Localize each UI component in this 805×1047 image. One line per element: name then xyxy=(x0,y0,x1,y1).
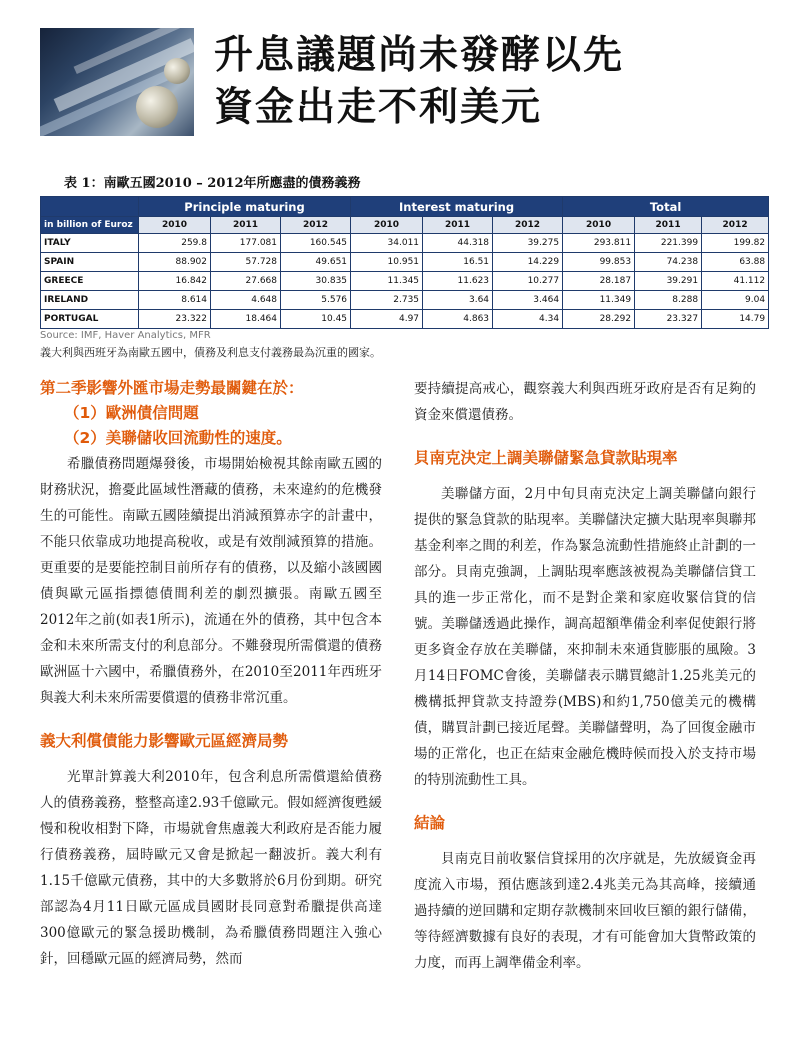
paragraph-fed-policy: 美聯儲方面，2月中旬貝南克決定上調美聯儲向銀行提供的緊急貸款的貼現率。美聯儲決定擴大貼現率與聯邦基金利率之間的利差，作為緊急流動性措施終止計劃的一部分。貝南克強調，上調貼現率應該被視為美聯儲信貸工具的進一步正常化，而不是對企業和家庭收緊信貸的信號。美聯儲透過此操作，調高超額準備金利率促使銀行將更多資金存放在美聯儲，來抑制未來通貨膨脹的風險。3月14日FOMC會後，美聯儲表示購買總計1.25兆美元的機構抵押貸款支持證券(MBS)和約1,750億美元的機構債，購買計劃已接近尾聲。美聯儲聲明，為了回復金融市場的正常化，也正在結束金融危機時候而投入於支持市場的特別流動性工具。 xyxy=(414,486,756,788)
page-headline xyxy=(214,30,774,134)
table-row xyxy=(41,253,769,272)
value-cell: 10.951 xyxy=(351,253,423,272)
table-corner-cell xyxy=(41,197,139,217)
table-source: Source: IMF, Haver Analytics, MFR xyxy=(40,330,211,341)
value-cell: 14.79 xyxy=(702,310,769,329)
section-heading-italy: 義大利償債能力影響歐元區經濟局勢 xyxy=(40,732,289,750)
value-cell: 10.277 xyxy=(493,272,563,291)
year-header: 2012 xyxy=(493,217,563,234)
value-cell: 4.863 xyxy=(423,310,493,329)
year-header: 2011 xyxy=(635,217,702,234)
country-cell: IRELAND xyxy=(41,291,139,310)
table-unit-label: in billion of Euroz xyxy=(41,217,139,234)
year-header: 2012 xyxy=(281,217,351,234)
value-cell: 16.842 xyxy=(139,272,211,291)
country-cell: SPAIN xyxy=(41,253,139,272)
value-cell: 293.811 xyxy=(563,234,635,253)
value-cell: 2.735 xyxy=(351,291,423,310)
value-cell: 11.349 xyxy=(563,291,635,310)
country-cell: PORTUGAL xyxy=(41,310,139,329)
table-note: 義大利與西班牙為南歐五國中，債務及利息支付義務最為沉重的國家。 xyxy=(40,346,381,359)
value-cell: 14.229 xyxy=(493,253,563,272)
year-header: 2010 xyxy=(139,217,211,234)
value-cell: 88.902 xyxy=(139,253,211,272)
debt-obligations-table xyxy=(40,196,769,329)
hero-illustration xyxy=(40,28,194,136)
country-cell: GREECE xyxy=(41,272,139,291)
group-principle-maturing: Principle maturing xyxy=(139,197,351,217)
paragraph-italy-debt: 光單計算義大利2010年，包含利息所需償還給債務人的債務義務，整整高達2.93千億歐元。假如經濟復甦緩慢和稅收相對下降，市場就會焦慮義大利政府是否能力履行債務義務，屆時歐元又會是掀起一翻波折。義大利有1.15千億歐元債務，其中的大多數將於6月份到期。研究部認為4月11日歐元區成員國財長同意對希臘提供高達300億歐元的緊急援助機制，為希臘債務問題注入強心針，回穩歐元區的經濟局勢，然而 xyxy=(40,769,382,967)
value-cell: 9.04 xyxy=(702,291,769,310)
year-header: 2010 xyxy=(351,217,423,234)
value-cell: 34.011 xyxy=(351,234,423,253)
value-cell: 41.112 xyxy=(702,272,769,291)
value-cell: 27.668 xyxy=(211,272,281,291)
right-column xyxy=(414,376,756,976)
value-cell: 11.345 xyxy=(351,272,423,291)
table-row xyxy=(41,310,769,329)
value-cell: 30.835 xyxy=(281,272,351,291)
debt-table-container xyxy=(40,196,768,329)
value-cell: 199.82 xyxy=(702,234,769,253)
year-header: 2011 xyxy=(423,217,493,234)
country-cell: ITALY xyxy=(41,234,139,253)
value-cell: 99.853 xyxy=(563,253,635,272)
value-cell: 23.322 xyxy=(139,310,211,329)
value-cell: 3.64 xyxy=(423,291,493,310)
value-cell: 11.623 xyxy=(423,272,493,291)
value-cell: 8.288 xyxy=(635,291,702,310)
value-cell: 3.464 xyxy=(493,291,563,310)
value-cell: 18.464 xyxy=(211,310,281,329)
group-interest-maturing: Interest maturing xyxy=(351,197,563,217)
year-header: 2012 xyxy=(702,217,769,234)
value-cell: 74.238 xyxy=(635,253,702,272)
value-cell: 259.8 xyxy=(139,234,211,253)
value-cell: 39.291 xyxy=(635,272,702,291)
value-cell: 23.327 xyxy=(635,310,702,329)
table-group-header-row xyxy=(41,197,769,217)
value-cell: 177.081 xyxy=(211,234,281,253)
headline-line-1: 升息議題尚未發酵以先 xyxy=(214,33,625,78)
value-cell: 5.576 xyxy=(281,291,351,310)
value-cell: 221.399 xyxy=(635,234,702,253)
table-row xyxy=(41,272,769,291)
section-heading-key-factors: 第二季影響外匯市場走勢最關鍵在於： xyxy=(40,379,304,397)
year-header: 2010 xyxy=(563,217,635,234)
paragraph-conclusion: 貝南克目前收緊信貸採用的次序就是，先放緩資金再度流入市場，預估應該到達2.4兆美元為其高峰，接續通過持續的逆回購和定期存款機制來回收巨額的銀行儲備，等待經濟數據有良好的表現，才有可能會加大貨幣政策的力度，而再上調準備金利率。 xyxy=(414,851,756,971)
value-cell: 4.97 xyxy=(351,310,423,329)
value-cell: 63.88 xyxy=(702,253,769,272)
year-header: 2011 xyxy=(211,217,281,234)
section-heading-conclusion: 結論 xyxy=(414,814,446,832)
table-row xyxy=(41,291,769,310)
value-cell: 44.318 xyxy=(423,234,493,253)
value-cell: 57.728 xyxy=(211,253,281,272)
key-factor-item: （1）歐洲債信問題 xyxy=(64,404,199,422)
value-cell: 28.292 xyxy=(563,310,635,329)
group-total: Total xyxy=(563,197,769,217)
paragraph-continuation: 要持續提高戒心，觀察義大利與西班牙政府是否有足夠的資金來償還債務。 xyxy=(414,381,756,423)
value-cell: 10.45 xyxy=(281,310,351,329)
value-cell: 160.545 xyxy=(281,234,351,253)
table-year-header-row xyxy=(41,217,769,234)
value-cell: 16.51 xyxy=(423,253,493,272)
value-cell: 28.187 xyxy=(563,272,635,291)
table-caption: 表 1：南歐五國2010 – 2012年所應盡的債務義務 xyxy=(64,176,361,191)
key-factor-item: （2）美聯儲收回流動性的速度。 xyxy=(64,429,292,447)
value-cell: 8.614 xyxy=(139,291,211,310)
paragraph-greek-debt: 希臘債務問題爆發後，市場開始檢視其餘南歐五國的財務狀況，擔憂此區域性潛藏的債務，未來違約的危機發生的可能性。南歐五國陸續提出消減預算赤字的計畫中，不能只依靠成功地提高稅收，或是有效削減預算的措施。更重要的是要能控制目前所存有的債務，以及縮小該國國債與歐元區指摽德債間利差的劇烈擴張。南歐五國至2012年之前(如表1所示)，流通在外的債務，其中包含本金和未來所需支付的利息部分。不難發現所需償還的債務歐洲區十六國中，希臘債務外，在2010至2011年西班牙與義大利未來所需要償還的債務非常沉重。 xyxy=(40,456,382,706)
table-row xyxy=(41,234,769,253)
left-column xyxy=(40,376,382,972)
value-cell: 49.651 xyxy=(281,253,351,272)
section-heading-discount-rate: 貝南克決定上調美聯儲緊急貸款貼現率 xyxy=(414,449,678,467)
value-cell: 4.34 xyxy=(493,310,563,329)
value-cell: 39.275 xyxy=(493,234,563,253)
headline-line-2: 資金出走不利美元 xyxy=(214,85,543,130)
value-cell: 4.648 xyxy=(211,291,281,310)
